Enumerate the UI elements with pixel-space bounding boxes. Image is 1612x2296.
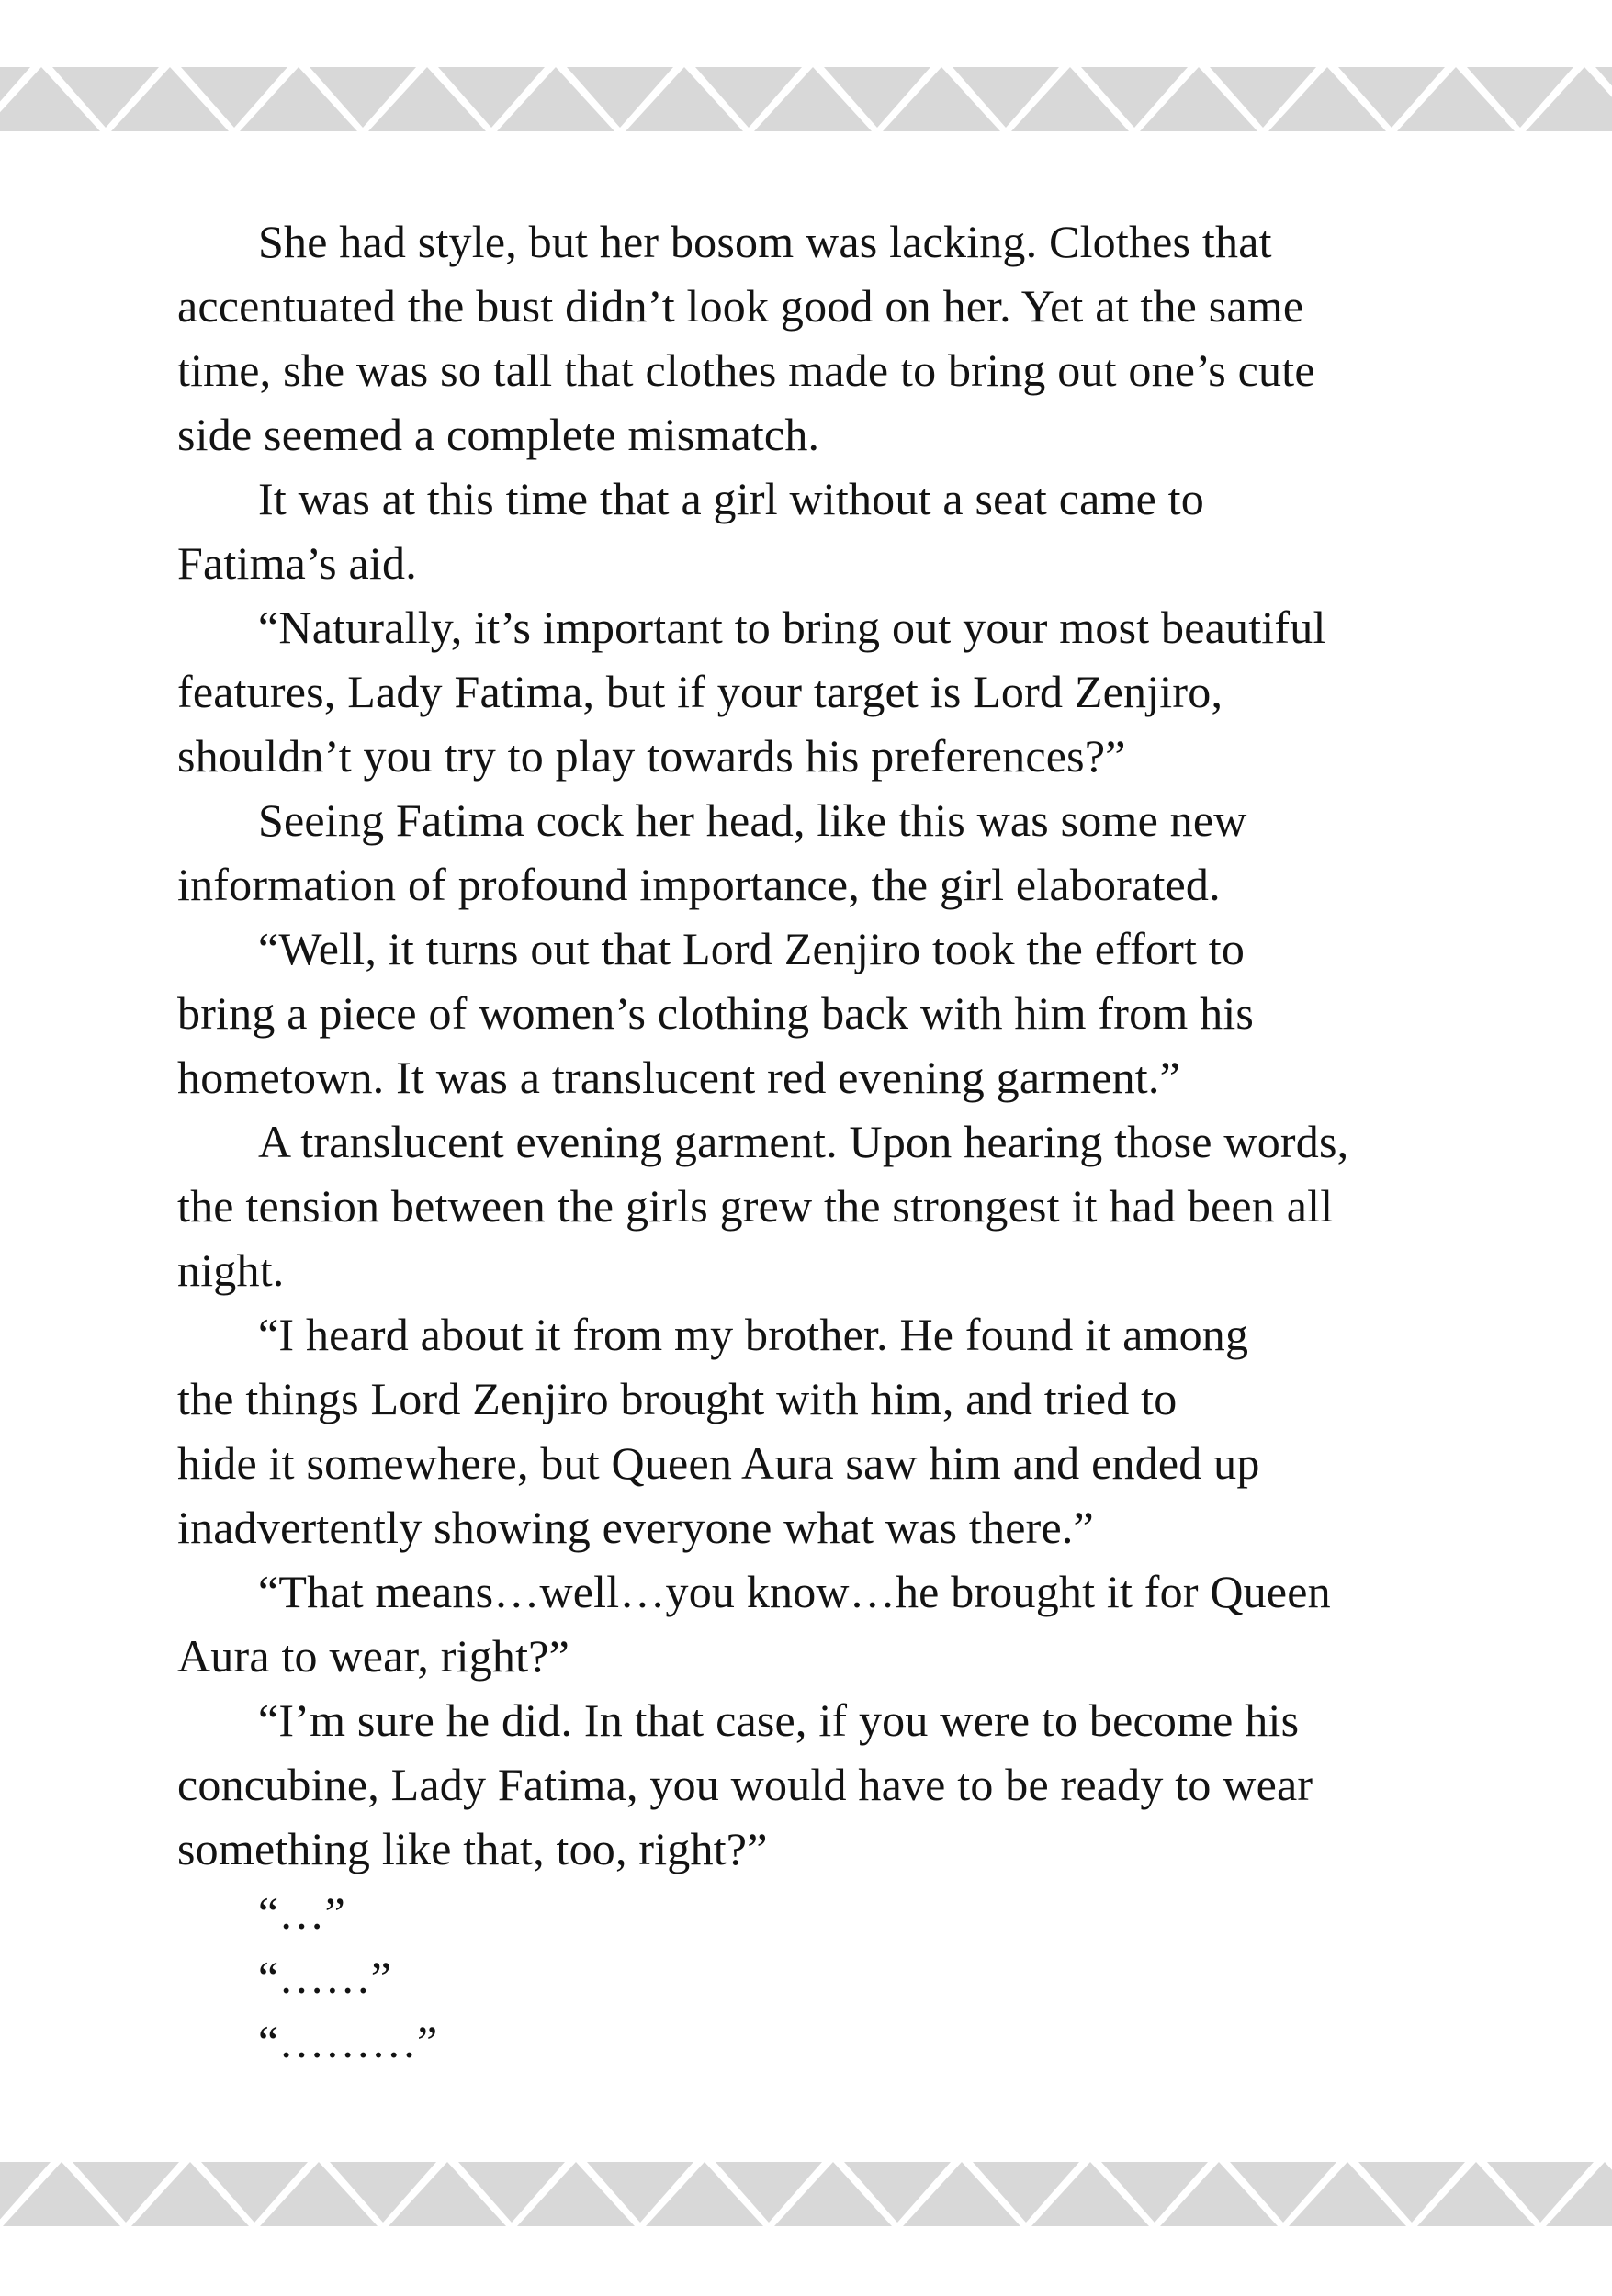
top-zigzag-border — [0, 67, 1612, 131]
text-line: “…” — [258, 1887, 345, 1939]
text-line: It was at this time that a girl without a seat came to — [258, 473, 1204, 524]
text-line: the tension between the girls grew the strongest it had been all — [177, 1180, 1334, 1232]
text-line: “……” — [258, 1952, 392, 2003]
text-line: A translucent evening garment. Upon hearing those words, — [258, 1116, 1349, 1167]
text-line: features, Lady Fatima, but if your target is Lord Zenjiro, — [177, 666, 1223, 717]
bottom-zigzag-border — [0, 2162, 1612, 2226]
text-line: inadvertently showing everyone what was there.” — [177, 1502, 1094, 1553]
text-line: something like that, too, right?” — [177, 1823, 768, 1874]
text-line: Seeing Fatima cock her head, like this was some new — [258, 794, 1247, 846]
text-line: “Well, it turns out that Lord Zenjiro took the effort to — [258, 923, 1246, 974]
text-line: time, she was so tall that clothes made to bring out one’s cute — [177, 344, 1315, 396]
text-line: the things Lord Zenjiro brought with him, and tried to — [177, 1373, 1178, 1424]
text-line: concubine, Lady Fatima, you would have to be ready to wear — [177, 1759, 1313, 1810]
text-line: hometown. It was a translucent red evening garment.” — [177, 1052, 1180, 1103]
text-line: hide it somewhere, but Queen Aura saw him and ended up — [177, 1437, 1260, 1489]
text-line: night. — [177, 1244, 285, 1296]
text-line: “I’m sure he did. In that case, if you were to become his — [258, 1694, 1300, 1746]
text-line: She had style, but her bosom was lacking. Clothes that — [258, 216, 1272, 267]
page-text — [177, 209, 1482, 2074]
text-line: side seemed a complete mismatch. — [177, 409, 820, 460]
text-line: “Naturally, it’s important to bring out your most beautiful — [258, 602, 1326, 653]
text-line: “I heard about it from my brother. He found it among — [258, 1309, 1249, 1360]
text-line: accentuated the bust didn’t look good on her. Yet at the same — [177, 280, 1304, 332]
text-line: shouldn’t you try to play towards his preferences?” — [177, 730, 1126, 782]
text-line: Fatima’s aid. — [177, 537, 417, 589]
text-line: “That means…well…you know…he brought it for Queen — [258, 1566, 1331, 1617]
text-line: “………” — [258, 2016, 438, 2067]
text-line: bring a piece of women’s clothing back with him from his — [177, 987, 1255, 1039]
text-line: information of profound importance, the girl elaborated. — [177, 859, 1221, 910]
text-line: Aura to wear, right?” — [177, 1630, 570, 1682]
